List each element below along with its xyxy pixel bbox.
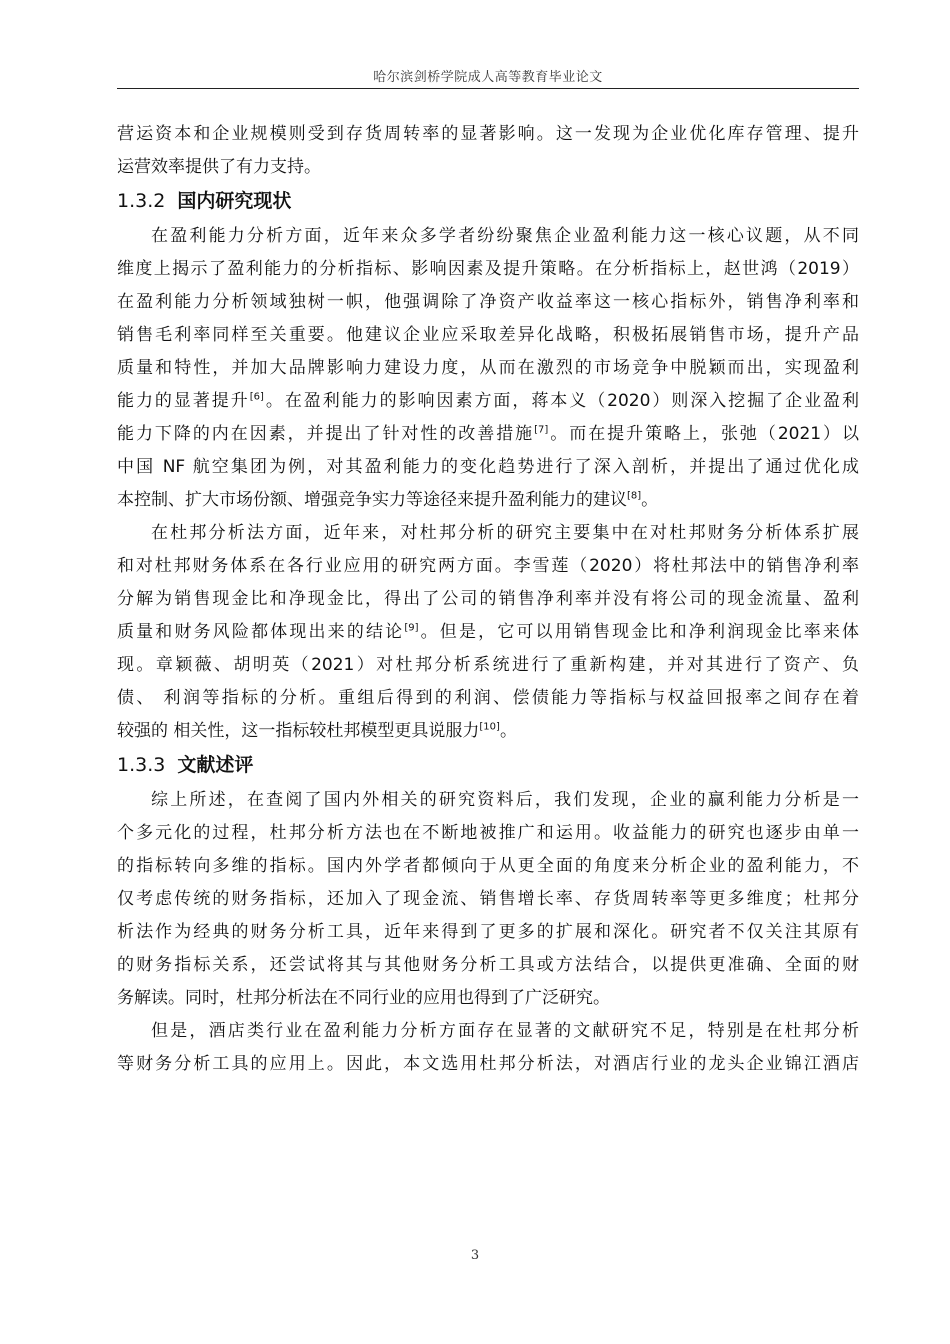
text-line: 综上所述，在查阅了国内外相关的研究资料后，我们发现，企业的赢利能力分析是一 (151, 790, 859, 810)
page-body (117, 118, 859, 1081)
citation-ref: [9] (404, 622, 419, 634)
text-line: 等财务分析工具的应用上。因此，本文选用杜邦分析法，对酒店行业的龙头企业锦江酒店 (117, 1054, 859, 1074)
text-line: 较强的 相关性，这一指标较杜邦模型更具说服力[10]。 (117, 721, 517, 741)
text-line: 现。章颖薇、胡明英（2021）对杜邦分析系统进行了重新构建，并对其进行了资产、负 (117, 655, 859, 675)
citation-ref: [7] (534, 424, 549, 436)
text-line: 和对杜邦财务体系在各行业应用的研究两方面。李雪莲（2020）将杜邦法中的销售净利率 (117, 556, 859, 576)
section-title: 国内研究现状 (177, 190, 292, 212)
section-number: 1.3.2 (117, 190, 166, 212)
text-line: 营运资本和企业规模则受到存货周转率的显著影响。这一发现为企业优化库存管理、提升 (117, 124, 859, 144)
text-line: 个多元化的过程，杜邦分析方法也在不断地被推广和运用。收益能力的研究也逐步由单一 (117, 823, 859, 843)
text-line: 质量和特性，并加大品牌影响力建设力度，从而在激烈的市场竞争中脱颖而出，实现盈利 (117, 358, 859, 378)
text-line: 在杜邦分析法方面，近年来，对杜邦分析的研究主要集中在对杜邦财务分析体系扩展 (151, 523, 859, 543)
text-line: 债、 利润等指标的分析。重组后得到的利润、偿债能力等指标与权益回报率之间存在着 (117, 688, 859, 708)
section-heading (117, 748, 859, 784)
citation-ref: [6] (249, 391, 264, 403)
text-line: 运营效率提供了有力支持。 (117, 157, 321, 177)
text-line: 销售毛利率同样至关重要。他建议企业应采取差异化战略，积极拓展销售市场，提升产品 (117, 325, 859, 345)
text-line: 在盈利能力分析方面，近年来众多学者纷纷聚焦企业盈利能力这一核心议题，从不同 (151, 226, 859, 246)
running-header: 哈尔滨剑桥学院成人高等教育毕业论文 (373, 70, 603, 85)
paragraph (117, 784, 859, 1015)
text-line: 在盈利能力分析领域独树一帜，他强调除了净资产收益率这一核心指标外，销售净利率和 (117, 292, 859, 312)
text-line: 能力下降的内在因素，并提出了针对性的改善措施[7]。而在提升策略上，张弛（2021）以 (117, 424, 860, 444)
section-number: 1.3.3 (117, 754, 166, 776)
paragraph (117, 1015, 859, 1081)
paragraph (117, 118, 859, 184)
text-line: 分解为销售现金比和净现金比，得出了公司的销售净利率并没有将公司的现金流量、盈利 (117, 589, 859, 609)
page-number: 3 (470, 1248, 480, 1263)
header-rule (117, 88, 859, 89)
section-title: 文献述评 (177, 754, 254, 776)
text-line: 质量和财务风险都体现出来的结论[9]。但是，它可以用销售现金比和净利润现金比率来体 (117, 622, 860, 642)
text-line: 但是，酒店类行业在盈利能力分析方面存在显著的文献研究不足，特别是在杜邦分析 (151, 1021, 859, 1041)
text-line: 仅考虑传统的财务指标，还加入了现金流、销售增长率、存货周转率等更多维度；杜邦分 (117, 889, 859, 909)
text-line: 能力的显著提升[6]。在盈利能力的影响因素方面，蒋本义（2020）则深入挖掘了企业盈利 (117, 391, 860, 411)
text-line: 中国 NF 航空集团为例，对其盈利能力的变化趋势进行了深入剖析，并提出了通过优化成 (117, 457, 859, 477)
citation-ref: [10] (479, 721, 500, 733)
text-line: 本控制、扩大市场份额、增强竞争实力等途径来提升盈利能力的建议[8]。 (117, 490, 659, 510)
text-line: 维度上揭示了盈利能力的分析指标、影响因素及提升策略。在分析指标上，赵世鸿（2019） (117, 259, 859, 279)
section-heading (117, 184, 859, 220)
text-line: 的指标转向多维的指标。国内外学者都倾向于从更全面的角度来分析企业的盈利能力，不 (117, 856, 859, 876)
text-line: 析法作为经典的财务分析工具，近年来得到了更多的扩展和深化。研究者不仅关注其原有 (117, 922, 859, 942)
citation-ref: [8] (627, 490, 642, 502)
paragraph (117, 220, 859, 517)
text-line: 的财务指标关系，还尝试将其与其他财务分析工具或方法结合，以提供更准确、全面的财 (117, 955, 859, 975)
text-line: 务解读。同时，杜邦分析法在不同行业的应用也得到了广泛研究。 (117, 988, 610, 1008)
paragraph (117, 517, 859, 748)
